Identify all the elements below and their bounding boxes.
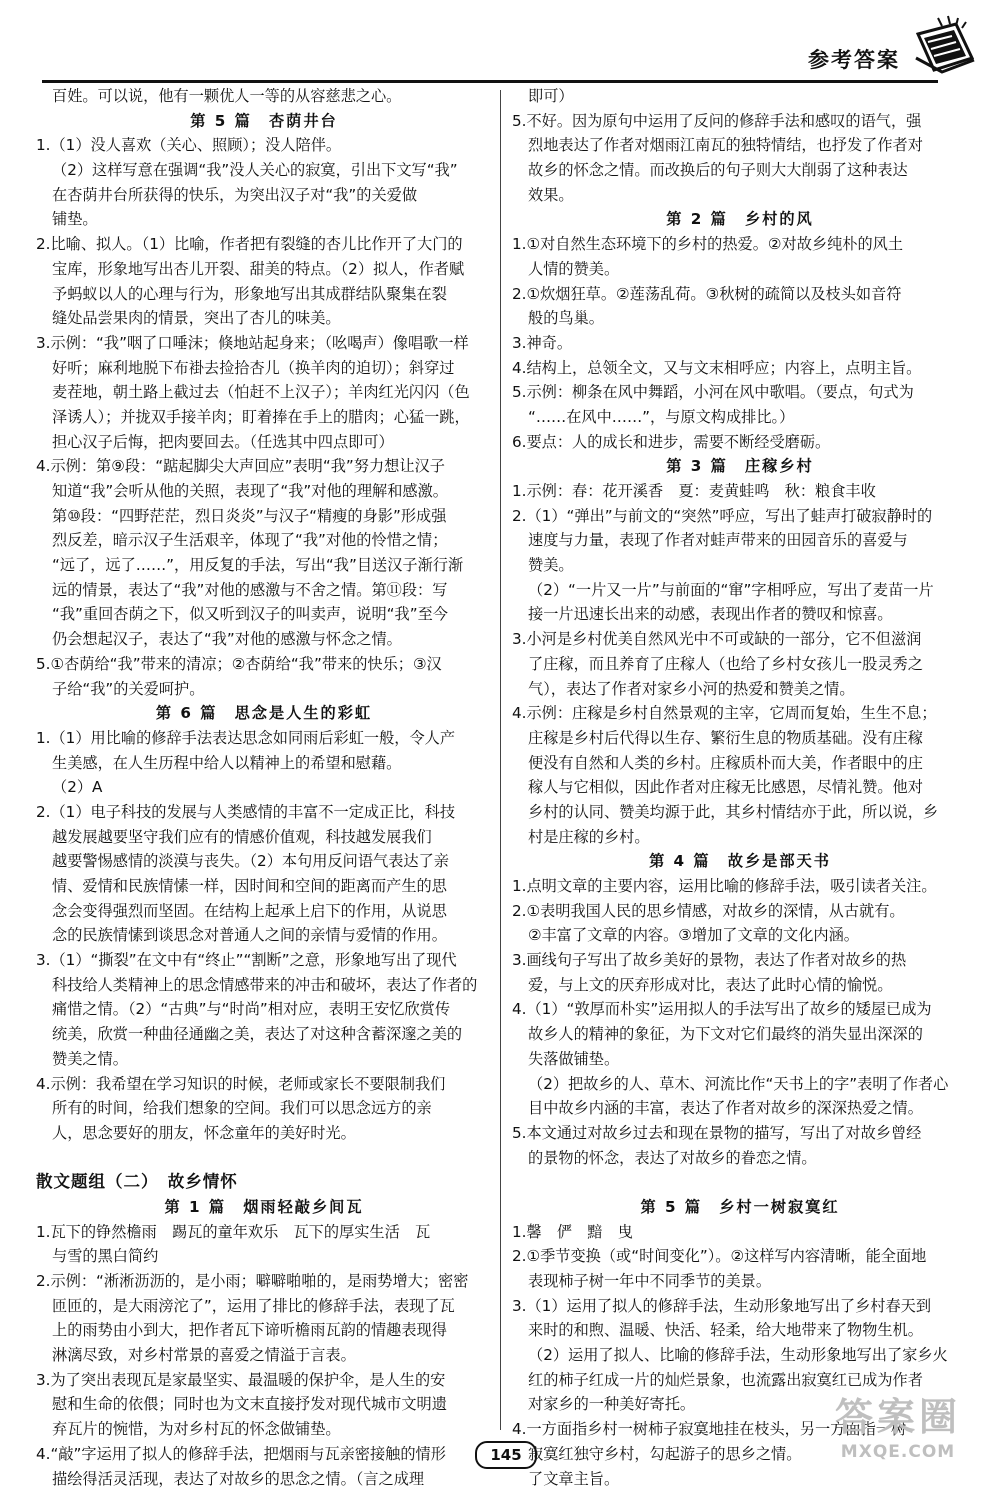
text-line: 描绘得活灵活现，表达了对故乡的思念之情。（言之成理 [36, 1467, 492, 1491]
book-logo-icon [912, 14, 978, 80]
text-line: 1.点明文章的主要内容，运用比喻的修辞手法，吸引读者关注。 [512, 874, 968, 899]
text-line: 情、爱情和民族情愫一样，因时间和空间的距离而产生的思 [36, 874, 492, 899]
text-line: 气），表达了作者对家乡小河的热爱和赞美之情。 [512, 677, 968, 702]
text-line: 4.“敲”字运用了拟人的修辞手法，把烟雨与瓦亲密接触的情形 [36, 1442, 492, 1467]
text-line: 表现柿子树一年中不同季节的美景。 [512, 1269, 968, 1294]
left-column [36, 84, 492, 1491]
text-line: 故乡人的精神的象征，为下文对它们最终的消失显出深深的 [512, 1022, 968, 1047]
text-line: 知道“我”会听从他的关照，表现了“我”对他的理解和感激。 [36, 479, 492, 504]
header-title: 参考答案 [808, 44, 900, 74]
text-line: （2）运用了拟人、比喻的修辞手法，生动形象地写出了家乡火 [512, 1343, 968, 1368]
text-line: 泽诱人）；并拢双手接羊肉；盯着捧在手上的腊肉；心猛一跳， [36, 405, 492, 430]
text-line: 第⑩段：“四野茫茫，烈日炎炎”与汉子“精瘦的身影”形成强 [36, 504, 492, 529]
text-line: 4.一方面指乡村一树柿子寂寞地挂在枝头，另一方面指一树 [512, 1417, 968, 1442]
text-line: 远的情景，表达了“我”对他的感激与不舍之情。第⑪段：写 [36, 578, 492, 603]
blank-line [36, 1146, 492, 1171]
section-heading: 第 6 篇 思念是人生的彩虹 [36, 701, 492, 726]
text-line: 了庄稼，而且养育了庄稼人（也给了乡村女孩儿一股灵秀之 [512, 652, 968, 677]
text-line: 予蚂蚁以人的心理与行为，形象地写出其成群结队聚集在裂 [36, 282, 492, 307]
text-line: 1.（1）没人喜欢（关心、照顾）；没人陪伴。 [36, 133, 492, 158]
text-line: 1.瓦下的铮然檐雨 踢瓦的童年欢乐 瓦下的厚实生活 瓦 [36, 1220, 492, 1245]
right-column [512, 84, 968, 1491]
text-line: 接一片迅速长出来的动感，表现出作者的赞叹和惊喜。 [512, 602, 968, 627]
text-line: 便没有自然和人类的乡村。庄稼质朴而大美，作者眼中的庄 [512, 751, 968, 776]
text-line: 好听；麻利地脱下布褂去捡拾杏儿（换羊肉的迫切）；斜穿过 [36, 356, 492, 381]
text-line: 3.小河是乡村优美自然风光中不可或缺的一部分，它不但滋润 [512, 627, 968, 652]
text-line: 赞美。 [512, 553, 968, 578]
text-line: 1.馨 俨 黯 曳 [512, 1220, 968, 1245]
text-line: 人，思念要好的朋友，怀念童年的美好时光。 [36, 1121, 492, 1146]
text-line: 上的雨势由小到大，把作者瓦下谛听檐雨瓦韵的情趣表现得 [36, 1318, 492, 1343]
text-line: 寂寞红独守乡村，勾起游子的思乡之情。 [512, 1442, 968, 1467]
section-heading: 第 4 篇 故乡是部天书 [512, 849, 968, 874]
text-line: 在杏荫井台所获得的快乐，为突出汉子对“我”的关爱做 [36, 183, 492, 208]
text-line: 效果。 [512, 183, 968, 208]
text-line: “我”重回杏荫之下，似又听到汉子的叫卖声，说明“我”至今 [36, 602, 492, 627]
text-line: 2.（1）电子科技的发展与人类感情的丰富不一定成正比，科技 [36, 800, 492, 825]
column-divider [500, 90, 501, 1430]
text-line: 百姓。可以说，他有一颗优人一等的从容慈悲之心。 [36, 84, 492, 109]
text-line: 念的民族情愫到谈思念对普通人之间的亲情与爱情的作用。 [36, 923, 492, 948]
text-line: 子给“我”的关爱呵护。 [36, 677, 492, 702]
section-heading: 第 3 篇 庄稼乡村 [512, 454, 968, 479]
text-line: 3.（1）运用了拟人的修辞手法，生动形象地写出了乡村春天到 [512, 1294, 968, 1319]
text-line: 村是庄稼的乡村。 [512, 825, 968, 850]
text-line: 2.（1）“弹出”与前文的“突然”呼应，写出了蛙声打破寂静时的 [512, 504, 968, 529]
text-line: （2）“一片又一片”与前面的“窜”字相呼应，写出了麦苗一片 [512, 578, 968, 603]
text-line: 故乡的怀念之情。而改换后的句子则大大削弱了这种表达 [512, 158, 968, 183]
text-line: “……在风中……”，与原文构成排比。） [512, 405, 968, 430]
text-line: 5.示例：柳条在风中舞蹈，小河在风中歌唱。（要点，句式为 [512, 380, 968, 405]
text-line: 3.为了突出表现瓦是家最坚实、最温暖的保护伞，是人生的安 [36, 1368, 492, 1393]
text-line: 了文章主旨。 [512, 1467, 968, 1491]
text-line: 5.不好。因为原句中运用了反问的修辞手法和感叹的语气，强 [512, 109, 968, 134]
text-line: 生美感，在人生历程中给人以精神上的希望和慰藉。 [36, 751, 492, 776]
text-line: 匝匝的，是大雨滂沱了”，运用了排比的修辞手法，表现了瓦 [36, 1294, 492, 1319]
text-line: 缝处品尝果肉的情景，突出了杏儿的味美。 [36, 306, 492, 331]
text-line: 的景物的怀念，表达了对故乡的眷恋之情。 [512, 1146, 968, 1171]
text-line: 庄稼是乡村后代得以生存、繁衍生息的物质基础。没有庄稼 [512, 726, 968, 751]
text-line: 1.①对自然生态环境下的乡村的热爱。②对故乡纯朴的风土 [512, 232, 968, 257]
text-line: 2.①炊烟狂草。②莲荡乱荷。③秋树的疏简以及枝头如音符 [512, 282, 968, 307]
text-line: 4.（1）“敦厚而朴实”运用拟人的手法写出了故乡的矮屋已成为 [512, 997, 968, 1022]
text-line: 5.①杏荫给“我”带来的清凉；②杏荫给“我”带来的快乐；③汉 [36, 652, 492, 677]
text-line: 4.示例：我希望在学习知识的时候，老师或家长不要限制我们 [36, 1072, 492, 1097]
text-line: 赞美之情。 [36, 1047, 492, 1072]
text-line: 对家乡的一种美好寄托。 [512, 1392, 968, 1417]
watermark-url: MXQE.COM [808, 1439, 988, 1465]
text-line: 铺垫。 [36, 207, 492, 232]
text-line: 般的鸟巢。 [512, 306, 968, 331]
header-rule [42, 80, 938, 83]
text-line: 4.结构上，总领全文，又与文末相呼应；内容上，点明主旨。 [512, 356, 968, 381]
section-heading: 第 2 篇 乡村的风 [512, 207, 968, 232]
section-heading: 第 1 篇 烟雨轻敲乡间瓦 [36, 1195, 492, 1220]
text-line: 1.示例：春：花开溪香 夏：麦黄蛙鸣 秋：粮食丰收 [512, 479, 968, 504]
text-line: 6.要点：人的成长和进步，需要不断经受磨砺。 [512, 430, 968, 455]
text-line: 速度与力量，表现了作者对蛙声带来的田园音乐的喜爱与 [512, 528, 968, 553]
text-line: 3.（1）“撕裂”在文中有“终止”“割断”之意，形象地写出了现代 [36, 948, 492, 973]
text-line: 念会变得强烈而坚固。在结构上起承上启下的作用，从说思 [36, 899, 492, 924]
text-line: 统美，欣赏一种曲径通幽之美，表达了对这种含蓄深邃之美的 [36, 1022, 492, 1047]
text-line: 科技给人类精神上的思念情感带来的冲击和破坏，表达了作者的 [36, 973, 492, 998]
text-line: 2.①表明我国人民的思乡情感，对故乡的深情，从古就有。 [512, 899, 968, 924]
text-line: 越要警惕感情的淡漠与丧失。（2）本句用反问语气表达了亲 [36, 849, 492, 874]
text-line: （2）A [36, 775, 492, 800]
section-heading: 第 5 篇 杏荫井台 [36, 109, 492, 134]
text-line: 所有的时间，给我们想象的空间。我们可以思念远方的亲 [36, 1096, 492, 1121]
text-line: “远了，远了……”，用反复的手法，写出“我”目送汉子渐行渐 [36, 553, 492, 578]
text-line: 宝库，形象地写出杏儿开裂、甜美的特点。（2）拟人，作者赋 [36, 257, 492, 282]
text-line: （2）这样写意在强调“我”没人关心的寂寞，引出下文写“我” [36, 158, 492, 183]
text-line: （2）把故乡的人、草木、河流比作“天书上的字”表明了作者心 [512, 1072, 968, 1097]
text-line: 2.比喻、拟人。（1）比喻，作者把有裂缝的杏儿比作开了大门的 [36, 232, 492, 257]
text-line: 3.示例：“我”咽了口唾沫；倏地站起身来；（吆喝声）像唱歌一样 [36, 331, 492, 356]
text-line: 2.①季节变换（或“时间变化”）。②这样写内容清晰，能全面地 [512, 1244, 968, 1269]
text-line: ②丰富了文章的内容。③增加了文章的文化内涵。 [512, 923, 968, 948]
text-line: 仍会想起汉子，表达了“我”对他的感激与怀念之情。 [36, 627, 492, 652]
watermark-text: 答案圈 [808, 1395, 988, 1439]
text-line: 4.示例：庄稼是乡村自然景观的主宰，它周而复始，生生不息； [512, 701, 968, 726]
text-line: 烈反差，暗示汉子生活艰辛，体现了“我”对他的怜惜之情； [36, 528, 492, 553]
text-line: 弃瓦片的惋惜，为对乡村瓦的怀念做铺垫。 [36, 1417, 492, 1442]
page-number: 145 [475, 1441, 537, 1469]
text-line: 淋漓尽致，对乡村常景的喜爱之情溢于言表。 [36, 1343, 492, 1368]
text-line: 越发展越要坚守我们应有的情感价值观，科技越发展我们 [36, 825, 492, 850]
text-line: 1.（1）用比喻的修辞手法表达思念如同雨后彩虹一般，令人产 [36, 726, 492, 751]
text-line: 乡村的认同、赞美均源于此，其乡村情结亦于此，所以说，乡 [512, 800, 968, 825]
text-line: 3.神奇。 [512, 331, 968, 356]
text-line: 与雪的黑白简约 [36, 1244, 492, 1269]
text-line: 失落做铺垫。 [512, 1047, 968, 1072]
text-line: 烈地表达了作者对烟雨江南瓦的独特情结，也抒发了作者对 [512, 133, 968, 158]
group-heading: 散文题组（二） 故乡情怀 [36, 1170, 492, 1195]
text-line: 担心汉子后悔，把肉要回去。（任选其中四点即可） [36, 430, 492, 455]
text-line: 慰和生命的依偎；同时也为文末直接抒发对现代城市文明遗 [36, 1392, 492, 1417]
text-line: 稼人与它相似，因此作者对庄稼无比感恩，尽情礼赞。他对 [512, 775, 968, 800]
text-line: 2.示例：“淅淅沥沥的，是小雨；噼噼啪啪的，是雨势增大；密密 [36, 1269, 492, 1294]
text-line: 4.示例：第⑨段：“踮起脚尖大声回应”表明“我”努力想让汉子 [36, 454, 492, 479]
text-line: 来时的和煦、温暖、快活、轻柔，给大地带来了物物生机。 [512, 1318, 968, 1343]
section-heading: 第 5 篇 乡村一树寂寞红 [512, 1195, 968, 1220]
text-line: 即可） [512, 84, 968, 109]
text-line: 3.画线句子写出了故乡美好的景物，表达了作者对故乡的热 [512, 948, 968, 973]
text-line: 红的柿子红成一片的灿烂景象，也流露出寂寞红已成为作者 [512, 1368, 968, 1393]
text-line: 痛惜之情。（2）“古典”与“时尚”相对应，表明王安忆欣赏传 [36, 997, 492, 1022]
page-header [0, 0, 998, 90]
text-line: 目中故乡内涵的丰富，表达了作者对故乡的深深热爱之情。 [512, 1096, 968, 1121]
text-line: 爱，与上文的厌弃形成对比，表达了此时心情的愉悦。 [512, 973, 968, 998]
blank-line [512, 1170, 968, 1195]
watermark-logo [808, 1395, 988, 1475]
text-line: 5.本文通过对故乡过去和现在景物的描写，写出了对故乡曾经 [512, 1121, 968, 1146]
text-line: 人情的赞美。 [512, 257, 968, 282]
text-line: 麦茬地，朝土路上截过去（怕赶不上汉子）；羊肉红光闪闪（色 [36, 380, 492, 405]
